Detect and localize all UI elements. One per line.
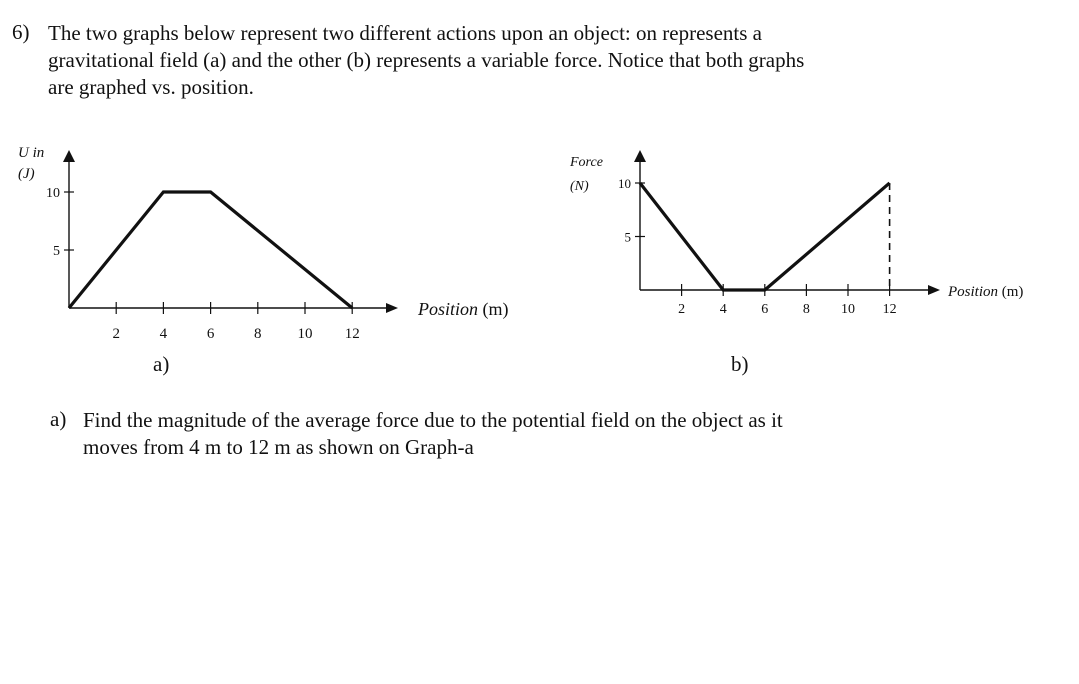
graph-a-x-axis-label: Position (m) [418,299,509,319]
graph-a-y-tick-label: 5 [53,244,60,259]
part-a-line: moves from 4 m to 12 m as shown on Graph-a [83,435,474,459]
graph-b-x-tick-label: 8 [802,302,810,317]
part-a-letter: a) [50,407,67,431]
graph-a-x-tick-label: 4 [159,326,168,342]
graph-b-y-tick-label: 10 [618,176,631,191]
graph-b-data-line [640,183,890,290]
graph-b-y-tick-label: 5 [624,229,631,245]
question-line: The two graphs below represent two different actions upon an object: on represents a [48,21,762,45]
part-a-line: Find the magnitude of the average force due to the potential field on the object as it [83,408,783,432]
question-line: are graphed vs. position. [48,75,254,99]
graph-b-x-tick-label: 2 [678,302,686,317]
graph-b-x-axis-label: Position (m) [948,284,1024,300]
graph-a-y-axis-label: U in [18,145,45,161]
graph-a-x-tick-label: 6 [206,326,215,342]
graph-b-y-arrow-icon [634,150,646,162]
graph-a-x-tick-label: 8 [254,326,262,342]
graph-a-x-arrow-icon [386,303,398,313]
graph-b-caption: b) [731,352,749,376]
graph-b-x-arrow-icon [928,285,940,295]
graph-b-x-tick-label: 6 [761,302,769,317]
graph-a-x-tick-label: 10 [297,326,313,342]
graph-a-y-axis-label: (J) [18,166,35,182]
graph-a-x-tick-label: 2 [112,326,120,342]
graph-a-y-tick-label: 10 [46,186,60,201]
graph-b-y-axis-label: Force [570,155,603,170]
graph-b-x-tick-label: 4 [719,302,727,317]
graph-a-caption: a) [153,352,170,376]
graph-b-x-tick-label: 10 [841,302,855,317]
question-number: 6) [12,20,30,44]
graph-b-y-axis-label: (N) [570,179,589,194]
part-a-text [83,407,783,461]
graph-b-x-tick-label: 12 [882,302,897,317]
question-line: gravitational field (a) and the other (b) represents a variable force. Notice that both graphs [48,48,805,72]
graph-a-data-line [69,192,352,308]
graph-a-x-tick-label: 12 [344,326,360,342]
graph-a-y-arrow-icon [63,150,75,162]
